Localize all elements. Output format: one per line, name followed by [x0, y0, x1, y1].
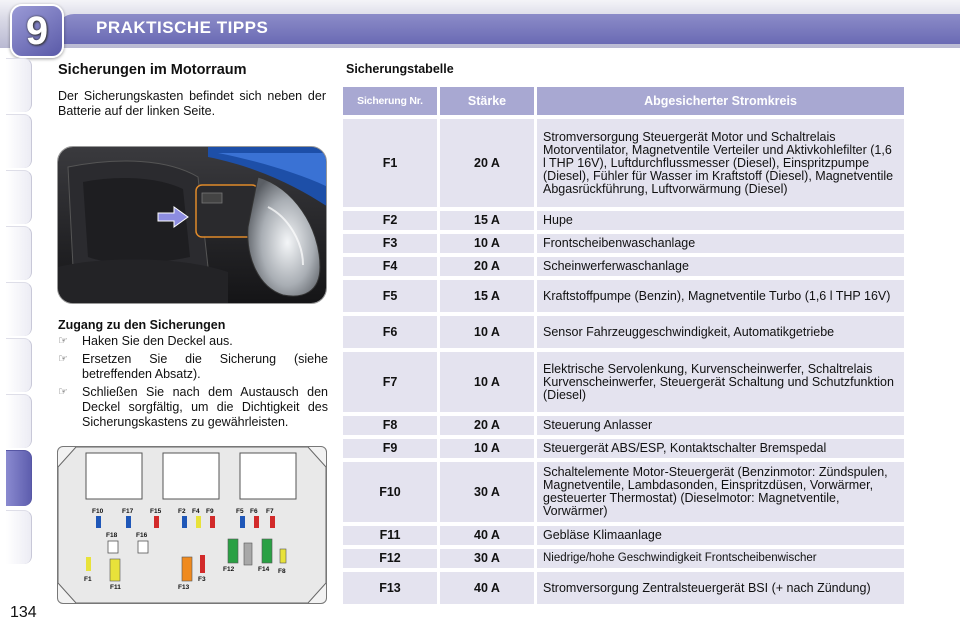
fuse-number: F11: [343, 526, 437, 545]
fuse-rating: 10 A: [440, 352, 534, 412]
fuse-label: F2: [178, 508, 186, 515]
chapter-tab-active[interactable]: [6, 450, 32, 506]
fuse-rating: 20 A: [440, 416, 534, 435]
fuse-blue: [126, 516, 131, 528]
fuse-label: F14: [258, 566, 270, 573]
fuse-number: F3: [343, 234, 437, 253]
fuse-rating: 10 A: [440, 439, 534, 458]
page-title: PRAKTISCHE TIPPS: [96, 18, 269, 37]
fuse-label: F16: [136, 532, 148, 539]
fuse-red: [210, 516, 215, 528]
engine-bay-illustration: [58, 147, 327, 304]
fuse-circuit: Stromversorgung Steuergerät Motor und Schaltrelais Motorventilator, Magnetventile Verteiler und Aktivkohlefilter (1,6 l THP 16V), Luftdurchflussmesser (Diesel), Einspritzpumpe (Diesel), Fühler für Wasser im Kraftstoff (Diesel), Magnetventile Abgasrückführung, Luftvorwärmung (Diesel): [537, 119, 904, 207]
fuse-label: F1: [84, 576, 92, 583]
fuse-label: F6: [250, 508, 258, 515]
pointing-hand-icon: ☞: [58, 386, 68, 398]
fuse-label: F9: [206, 508, 214, 515]
fuse-label: F17: [122, 508, 134, 515]
fuse-yellow-large: [110, 559, 120, 581]
fuse-rating: 20 A: [440, 257, 534, 276]
fuse-grey-large: [244, 543, 252, 565]
chapter-tab[interactable]: [6, 394, 32, 448]
step-text: Schließen Sie nach dem Austausch den Deckel sorgfältig, um die Dichtigkeit des Sicherungskastens zu gewährleisten.: [82, 385, 328, 429]
steps-list: [58, 334, 328, 433]
fuse-blue: [240, 516, 245, 528]
fuse-circuit: Sensor Fahrzeuggeschwindigkeit, Automatikgetriebe: [537, 316, 904, 348]
fuse-label: F10: [92, 508, 104, 515]
table-row: [343, 572, 904, 604]
fuse-circuit: Elektrische Servolenkung, Kurvenscheinwerfer, Schaltrelais Kurvenscheinwerfer, Steuergerät Schaltung und Schutzfunktion (Diesel): [537, 352, 904, 412]
fuse-label: F13: [178, 584, 190, 591]
table-row: [343, 119, 904, 207]
fuse-circuit: Kraftstoffpumpe (Benzin), Magnetventile Turbo (1,6 l THP 16V): [537, 280, 904, 312]
fuse-blue: [96, 516, 101, 528]
table-row: [343, 280, 904, 312]
fuse-table: [343, 87, 904, 608]
fuse-number: F2: [343, 211, 437, 230]
fuse-number: F9: [343, 439, 437, 458]
fuse-number: F5: [343, 280, 437, 312]
page-header: [0, 0, 960, 53]
fuse-green-large: [228, 539, 238, 563]
fuse-rating: 30 A: [440, 549, 534, 568]
fuse-yellow: [196, 516, 201, 528]
chapter-tab[interactable]: [6, 510, 32, 564]
table-row: [343, 316, 904, 348]
engine-bay-photo: [57, 146, 327, 304]
step-text: Ersetzen Sie die Sicherung (siehe betreffenden Absatz).: [82, 352, 328, 381]
chapter-number: 9: [25, 9, 49, 53]
chapter-tab[interactable]: [6, 226, 32, 280]
fuse-label: F12: [223, 566, 235, 573]
access-title: Zugang zu den Sicherungen: [58, 318, 226, 332]
chapter-tab[interactable]: [6, 338, 32, 392]
fuse-circuit: Hupe: [537, 211, 904, 230]
fuse-label: F5: [236, 508, 244, 515]
fuse-rating: 10 A: [440, 316, 534, 348]
fuse-rating: 40 A: [440, 526, 534, 545]
fuse-number: F12: [343, 549, 437, 568]
fuse-rating: 40 A: [440, 572, 534, 604]
fuse-red: [200, 555, 205, 573]
table-row: [343, 462, 904, 522]
table-row: [343, 234, 904, 253]
fuse-number: F4: [343, 257, 437, 276]
step-text: Haken Sie den Deckel aus.: [82, 334, 233, 348]
table-row: [343, 549, 904, 568]
fuse-box-diagram: [57, 446, 327, 604]
chapter-badge: [10, 4, 64, 58]
fuse-rating: 15 A: [440, 211, 534, 230]
table-row: [343, 439, 904, 458]
fuse-circuit: Stromversorgung Zentralsteuergerät BSI (+ nach Zündung): [537, 572, 904, 604]
fuse-number: F1: [343, 119, 437, 207]
fuse-blue: [182, 516, 187, 528]
fuse-number: F10: [343, 462, 437, 522]
table-header-row: [343, 87, 904, 115]
fuse-rating: 20 A: [440, 119, 534, 207]
fuse-circuit: Schaltelemente Motor-Steuergerät (Benzinmotor: Zündspulen, Magnetventile, Lambdasonden, Einspritzdüsen, Vorwärmer, gesteuerter Thermostat) (Dieselmotor: Magnetventile, Vorwärmer): [537, 462, 904, 522]
column-header-fuse-number: Sicherung Nr.: [343, 87, 437, 115]
fuse-number: F13: [343, 572, 437, 604]
fuse-number: F6: [343, 316, 437, 348]
fuse-yellow: [86, 557, 91, 571]
fuse-red: [254, 516, 259, 528]
fuse-label: F15: [150, 508, 162, 515]
fuse-label: F3: [198, 576, 206, 583]
fuse-circuit: Frontscheibenwaschanlage: [537, 234, 904, 253]
fuse-rating: 15 A: [440, 280, 534, 312]
fuse-circuit: Steuerung Anlasser: [537, 416, 904, 435]
table-row: [343, 352, 904, 412]
fuse-number: F8: [343, 416, 437, 435]
table-heading: Sicherungstabelle: [346, 62, 454, 76]
fuse-number: F7: [343, 352, 437, 412]
fuse-rating: 30 A: [440, 462, 534, 522]
list-item: [58, 352, 328, 382]
pointing-hand-icon: ☞: [58, 335, 68, 347]
column-header-rating: Stärke: [440, 87, 534, 115]
fuse-circuit: Scheinwerferwaschanlage: [537, 257, 904, 276]
fuse-box-illustration: [58, 447, 326, 603]
pointing-hand-icon: ☞: [58, 353, 68, 365]
fuse-yellow: [280, 549, 286, 563]
fuse-orange-large: [182, 557, 192, 581]
table-row: [343, 526, 904, 545]
table-row: [343, 211, 904, 230]
fuse-label: F7: [266, 508, 274, 515]
fuse-circuit: Steuergerät ABS/ESP, Kontaktschalter Bremspedal: [537, 439, 904, 458]
fuse-white: [108, 541, 118, 553]
fuse-circuit: Gebläse Klimaanlage: [537, 526, 904, 545]
fuse-label: F8: [278, 568, 286, 575]
table-row: [343, 416, 904, 435]
page-number: 134: [10, 604, 37, 621]
column-header-circuit: Abgesicherter Stromkreis: [537, 87, 904, 115]
fuse-rating: 10 A: [440, 234, 534, 253]
fuse-red: [270, 516, 275, 528]
fuse-red: [154, 516, 159, 528]
chapter-tab[interactable]: [6, 170, 32, 224]
fuse-label: F4: [192, 508, 200, 515]
intro-paragraph: Der Sicherungskasten befindet sich neben der Batterie auf der linken Seite.: [58, 89, 326, 118]
chapter-tab[interactable]: [6, 282, 32, 336]
section-title: Sicherungen im Motorraum: [58, 62, 247, 78]
list-item: [58, 334, 328, 349]
fuse-label: F11: [110, 584, 121, 591]
table-row: [343, 257, 904, 276]
fuse-label: F18: [106, 532, 118, 539]
fuse-green-large: [262, 539, 272, 563]
fuse-circuit: Niedrige/hohe Geschwindigkeit Frontscheibenwischer: [537, 549, 904, 568]
list-item: [58, 385, 328, 430]
fuse-white: [138, 541, 148, 553]
chapter-tab[interactable]: [6, 58, 32, 112]
chapter-tab[interactable]: [6, 114, 32, 168]
chapter-tabs: [0, 58, 34, 578]
